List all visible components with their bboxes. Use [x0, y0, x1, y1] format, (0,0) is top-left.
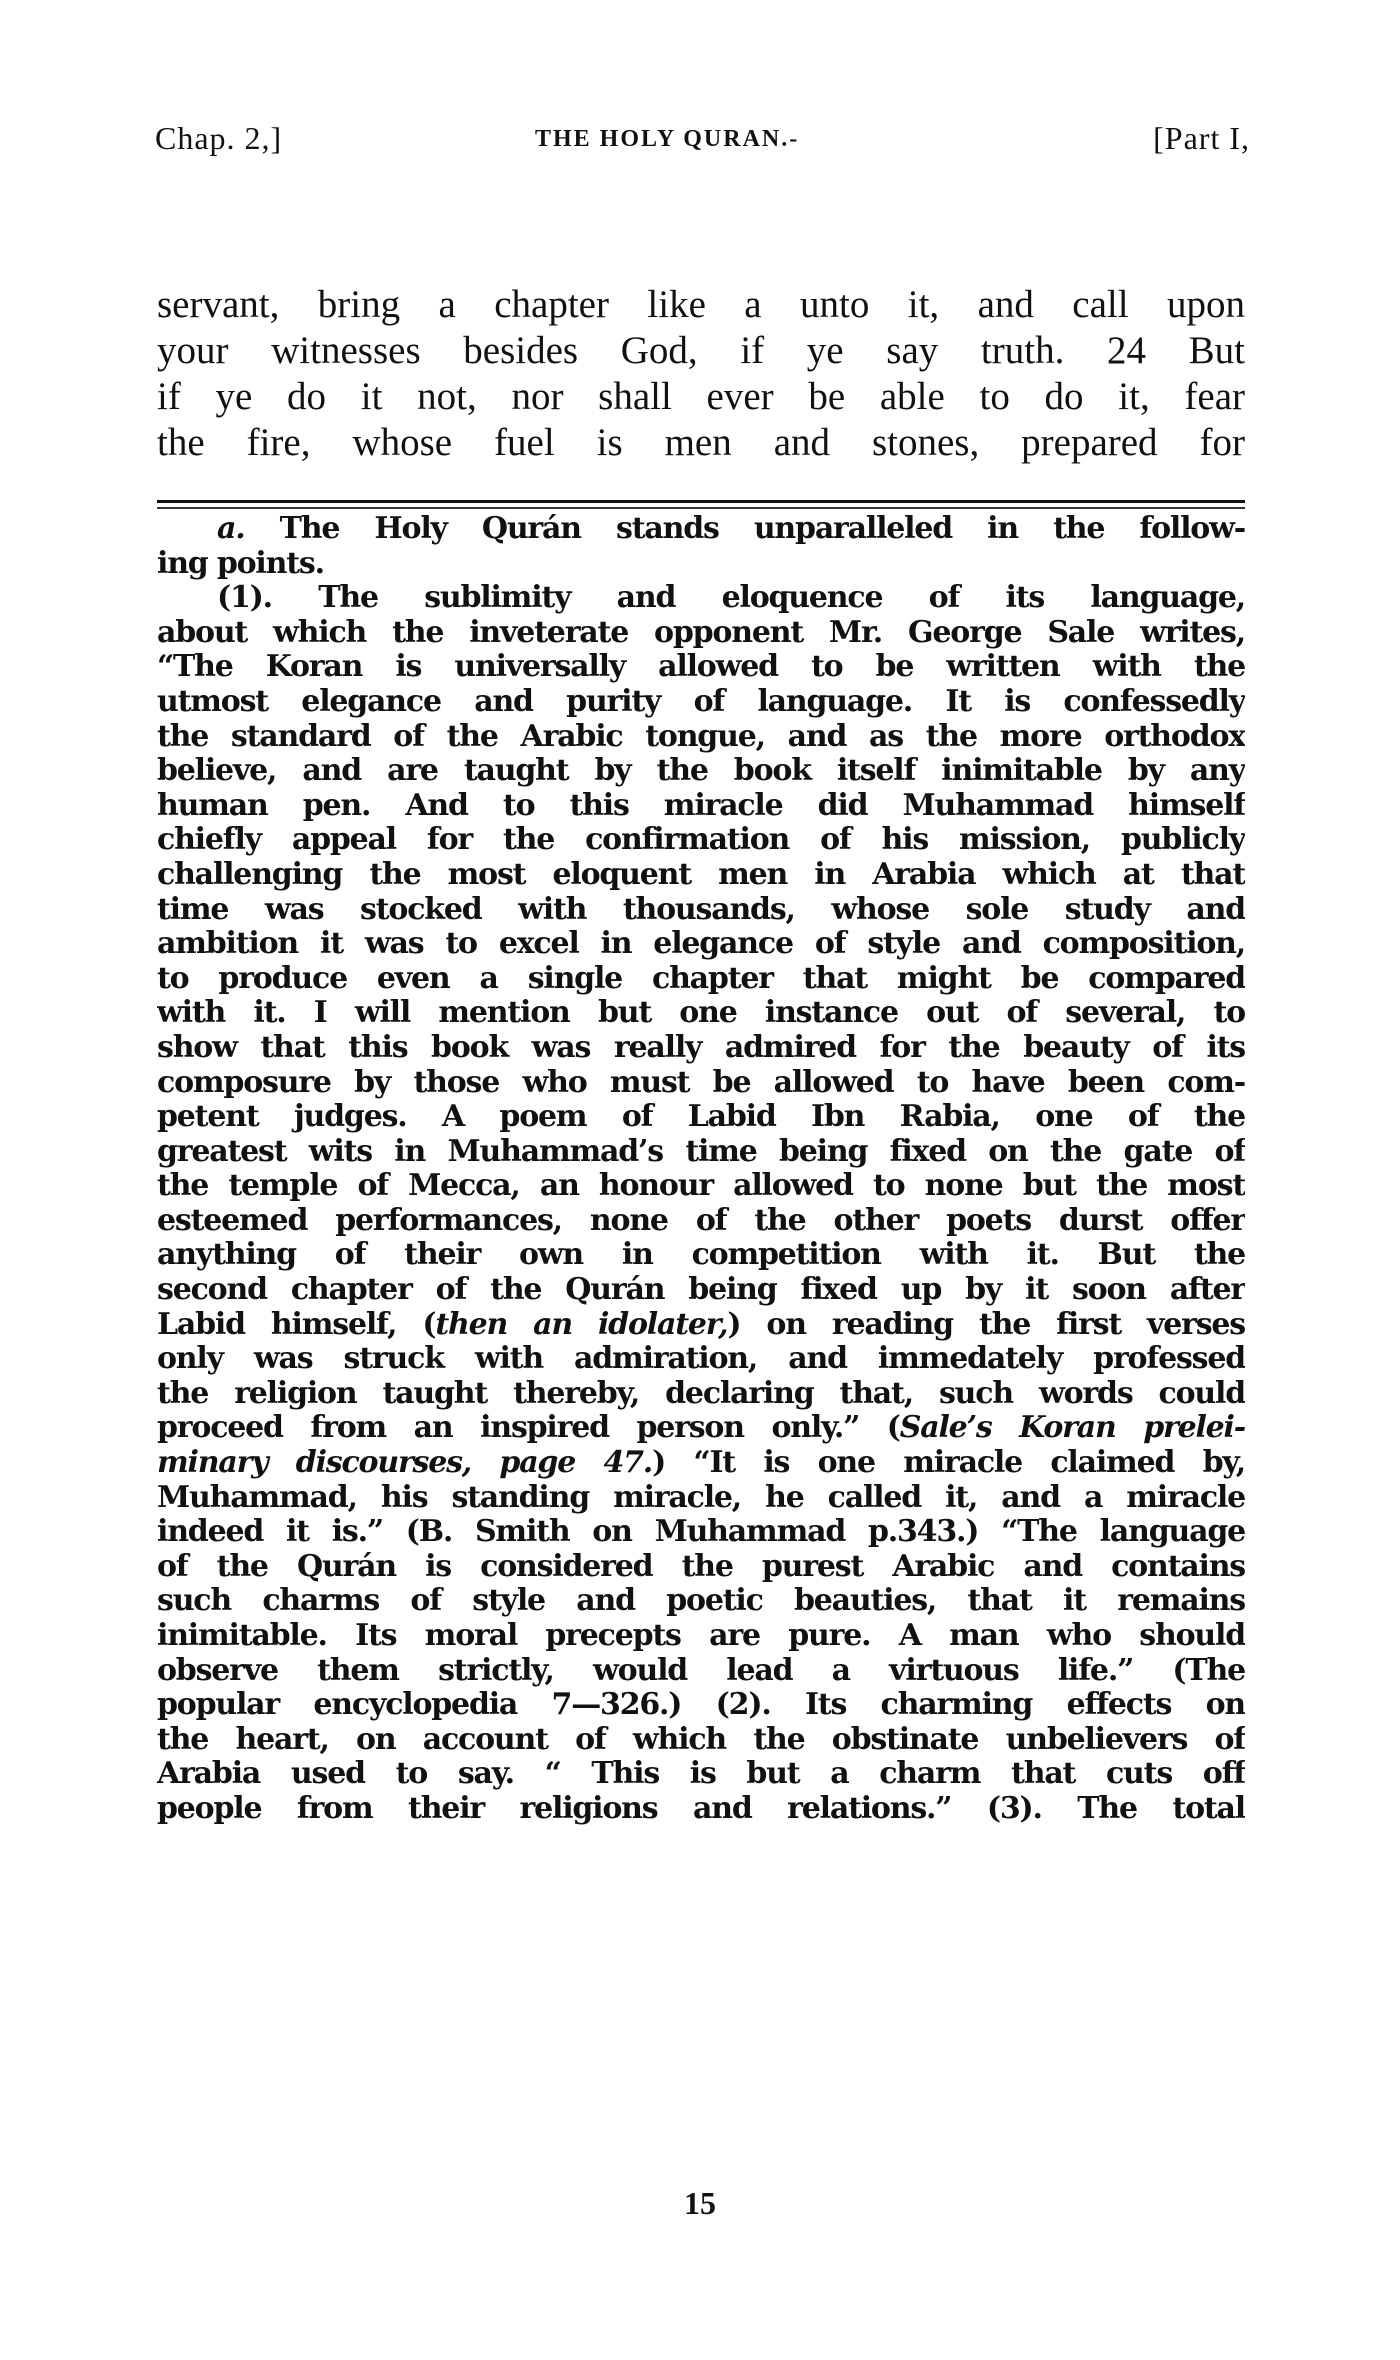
footnote-line: proceed from an inspired person only.” (Sale’s Koran prelei-	[157, 1411, 1245, 1446]
footnote-marker: a.	[217, 512, 245, 546]
text-line: the fire, whose fuel is men and stones, prepared for	[157, 421, 1245, 464]
footnote-line: composure by those who must be allowed to have been com-	[157, 1065, 1245, 1100]
footnote-line: show that this book was really admired for the beauty of its	[157, 1030, 1245, 1065]
footnote-line: the heart, on account of which the obstinate unbelievers of	[157, 1722, 1245, 1757]
footnote-line: Arabia used to say. “ This is but a charm that cuts off	[157, 1757, 1245, 1792]
italic-citation: Sale’s Koran prelei-	[899, 1411, 1245, 1446]
chapter-label: Chap. 2,]	[155, 120, 283, 156]
part-label: [Part I,	[1153, 120, 1250, 156]
footnote-line: second chapter of the Qurán being fixed up by it soon after	[157, 1273, 1245, 1308]
page-number: 15	[684, 2185, 716, 2221]
footnote-line: indeed it is.” (B. Smith on Muhammad p.343.) “The language	[157, 1515, 1245, 1550]
footnote	[157, 512, 1245, 1827]
footnote-line: chiefly appeal for the confirmation of his mission, publicly	[157, 823, 1245, 858]
footnote-line: greatest wits in Muhammad’s time being fixed on the gate of	[157, 1134, 1245, 1169]
footnote-line: the standard of the Arabic tongue, and as the more orthodox	[157, 719, 1245, 754]
footnote-line: petent judges. A poem of Labid Ibn Rabia, one of the	[157, 1100, 1245, 1135]
text-line: if ye do it not, nor shall ever be able to do it, fear	[157, 375, 1245, 418]
footnote-line: Muhammad, his standing miracle, he called it, and a miracle	[157, 1480, 1245, 1515]
footnote-line: a. The Holy Qurán stands unparalleled in the follow-	[217, 512, 1245, 546]
footnote-line: about which the inveterate opponent Mr. George Sale writes,	[157, 615, 1245, 650]
footnote-line: only was struck with admiration, and immedately professed	[157, 1342, 1245, 1377]
footnote-line: minary discourses, page 47.) “It is one miracle claimed by,	[157, 1446, 1245, 1481]
footnote-line: ing points.	[157, 546, 324, 581]
footnote-line: anything of their own in competition with it. But the	[157, 1238, 1245, 1273]
text-line: servant, bring a chapter like a unto it, and call upon	[157, 283, 1245, 326]
footnote-line: challenging the most eloquent men in Arabia which at that	[157, 857, 1245, 892]
footnote-line: the religion taught thereby, declaring that, such words could	[157, 1376, 1245, 1411]
footnote-line: observe them strictly, would lead a virtuous life.” (The	[157, 1653, 1245, 1688]
footnote-line: the temple of Mecca, an honour allowed to none but the most	[157, 1169, 1245, 1204]
italic-citation: minary discourses, page 47.	[157, 1446, 653, 1481]
main-text	[157, 282, 1245, 466]
footnote-divider-secondary	[157, 507, 1245, 509]
footnote-line: of the Qurán is considered the purest Arabic and contains	[157, 1549, 1245, 1584]
footnote-line: time was stocked with thousands, whose sole study and	[157, 892, 1245, 927]
footnote-line: such charms of style and poetic beauties, that it remains	[157, 1584, 1245, 1619]
footnote-line: (1). The sublimity and eloquence of its language,	[217, 581, 1245, 616]
footnote-line: utmost elegance and purity of language. It is confessedly	[157, 684, 1245, 719]
footnote-line: “The Koran is universally allowed to be written with the	[157, 650, 1245, 685]
footnote-line: believe, and are taught by the book itself inimitable by any	[157, 754, 1245, 789]
footnote-line: people from their religions and relations.” (3). The total	[157, 1791, 1245, 1826]
footnote-line: ambition it was to excel in elegance of style and composition,	[157, 927, 1245, 962]
footnote-line: to produce even a single chapter that might be compared	[157, 961, 1245, 996]
footnote-line: inimitable. Its moral precepts are pure. A man who should	[157, 1619, 1245, 1653]
footnote-line: esteemed performances, none of the other poets durst offer	[157, 1203, 1245, 1238]
book-title: THE HOLY QURAN.-	[535, 126, 800, 152]
footnote-line: Labid himself, (then an idolater,) on reading the first verses	[157, 1307, 1245, 1342]
italic-citation: then an idolater,	[435, 1307, 728, 1342]
footnote-line: with it. I will mention but one instance out of several, to	[157, 996, 1245, 1031]
footnote-divider	[157, 500, 1245, 503]
running-header	[155, 120, 1250, 170]
text-line: your witnesses besides God, if ye say truth. 24 But	[157, 329, 1245, 372]
footnote-line: human pen. And to this miracle did Muhammad himself	[157, 788, 1245, 823]
footnote-line: popular encyclopedia 7—326.) (2). Its charming effects on	[157, 1688, 1245, 1723]
